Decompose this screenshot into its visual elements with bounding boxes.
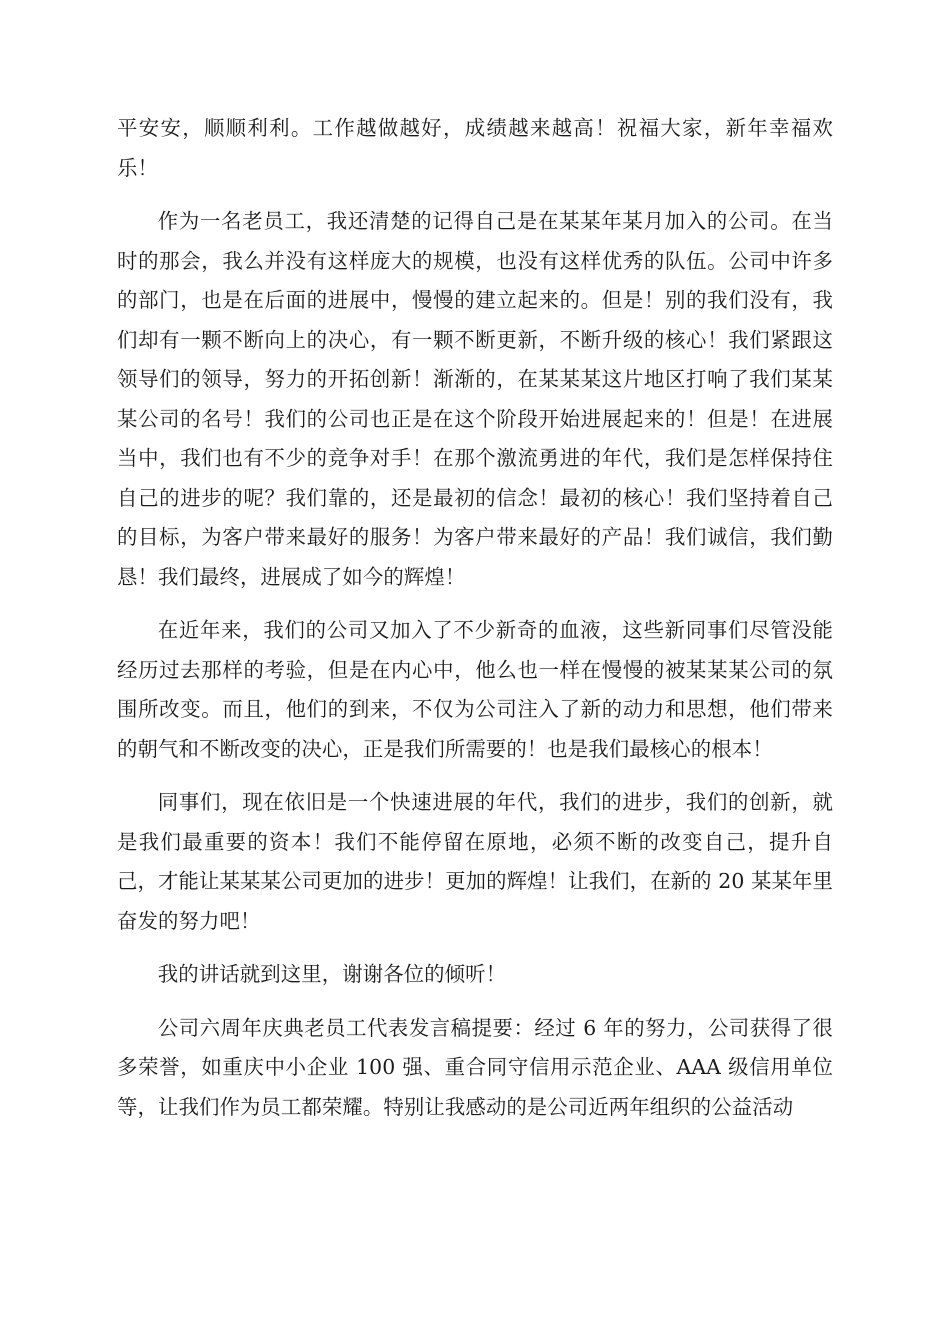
paragraph-6: 公司六周年庆典老员工代表发言稿提要：经过 6 年的努力，公司获得了很多荣誉，如重庆中小企业 100 强、重合同守信用示范企业、AAA 级信用单位等，让我们作为员工都荣耀。特别让我感动的是公司近两年组织的公益活动 <box>117 1015 833 1119</box>
paragraph-3: 在近年来，我们的公司又加入了不少新奇的血液，这些新同事们尽管没能经历过去那样的考验，但是在内心中，他么也一样在慢慢的被某某某公司的氛围所改变。而且，他们的到来，不仅为公司注入了新的动力和思想，他们带来的朝气和不断改变的决心，正是我们所需要的！也是我们最核心的根本！ <box>117 618 833 761</box>
paragraph-2: 作为一名老员工，我还清楚的记得自己是在某某年某月加入的公司。在当时的那会，我么并没有这样庞大的规模，也没有这样优秀的队伍。公司中许多的部门，也是在后面的进展中，慢慢的建立起来的。但是！别的我们没有，我们却有一颗不断向上的决心，有一颗不断更新，不断升级的核心！我们紧跟这领导们的领导，努力的开拓创新！渐渐的，在某某某这片地区打响了我们某某某公司的名号！我们的公司也正是在这个阶段开始进展起来的！但是！在进展当中，我们也有不少的竞争对手！在那个激流勇进的年代，我们是怎样保持住自己的进步的呢？我们靠的，还是最初的信念！最初的核心！我们坚持着自己的目标，为客户带来最好的服务！为客户带来最好的产品！我们诚信，我们勤恳！我们最终，进展成了如今的辉煌！ <box>117 209 833 589</box>
paragraph-5: 我的讲话就到这里，谢谢各位的倾听！ <box>157 962 507 986</box>
paragraph-4: 同事们，现在依旧是一个快速进展的年代，我们的进步，我们的创新，就是我们最重要的资本！我们不能停留在原地，必须不断的改变自己，提升自己，才能让某某某公司更加的进步！更加的辉煌！让我们，在新的 20 某某年里奋发的努力吧！ <box>117 790 833 933</box>
paragraph-1: 平安安，顺顺利利。工作越做越好，成绩越来越高！祝福大家，新年幸福欢乐！ <box>117 116 833 180</box>
document-page <box>117 109 833 1127</box>
